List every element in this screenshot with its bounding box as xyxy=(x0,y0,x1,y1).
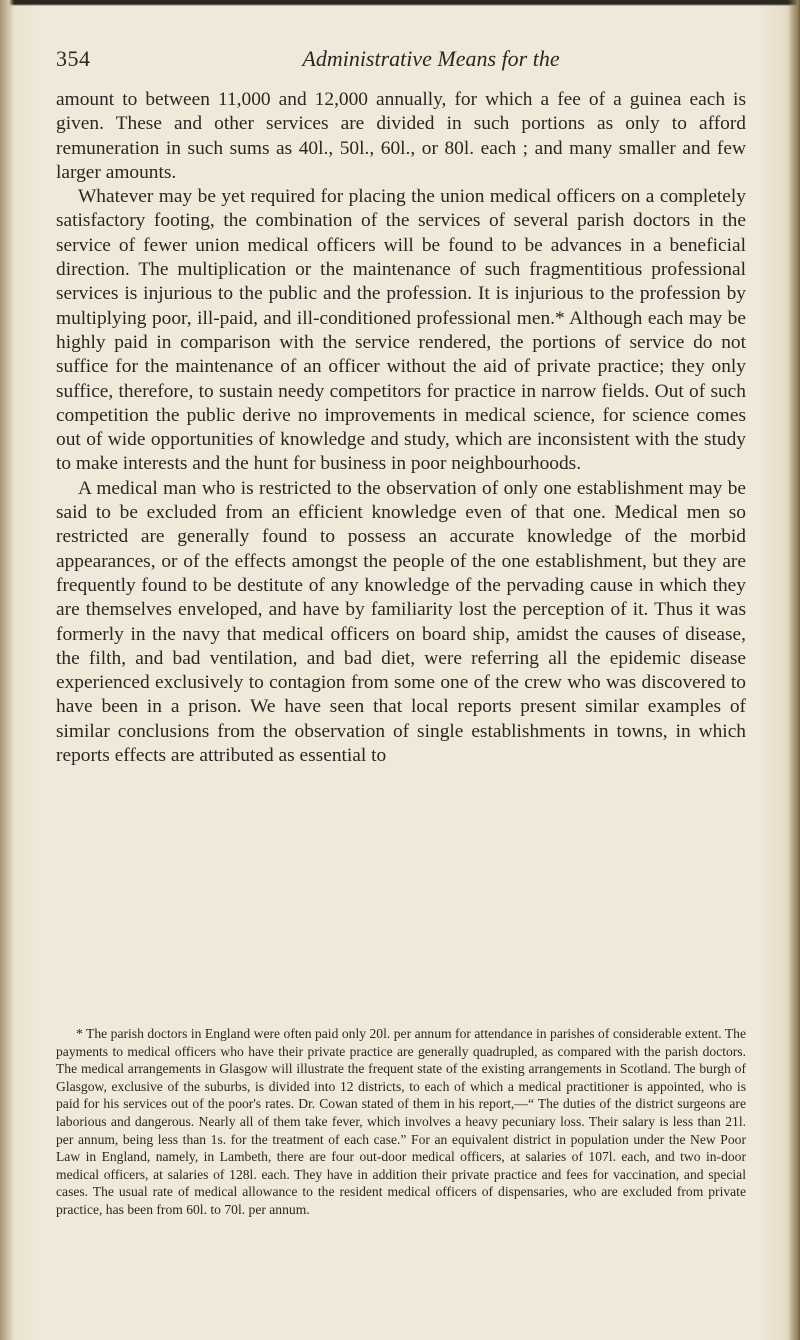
main-text xyxy=(56,88,746,768)
running-title: Administrative Means for the xyxy=(302,46,560,71)
paragraph: Whatever may be yet required for placing the union medical officers on a completely satisfactory footing, the combination of the services of several parish doctors in the service of fewer union medical officers will be found to be advances in a beneficial direction. The multiplication or the maintenance of such fragmentitious professional services is injurious to the public and the profession. It is injurious to the profession by multiplying poor, ill-paid, and ill-conditioned professional men.* Although each may be highly paid in comparison with the service rendered, the portions of service do not suffice for the maintenance of an officer without the aid of private practice; they only suffice, therefore, to sustain needy competitors for practice in narrow fields. Out of such competition the public derive no improvements in medical science, for science comes out of wide opportunities of knowledge and study, which are inconsistent with the study to make interests and the hunt for business in poor neighbourhoods. xyxy=(56,186,746,475)
paragraph: amount to between 11,000 and 12,000 annually, for which a fee of a guinea each is given. These and other services are divided in such portions as only to afford remuneration in such sums as 40l., 50l., 60l., or 80l. each ; and many smaller and few larger amounts. xyxy=(56,89,746,183)
page-right-edge xyxy=(788,0,800,1340)
page-spine-shadow xyxy=(0,0,14,1340)
page-header xyxy=(56,46,746,76)
page-number: 354 xyxy=(56,46,91,71)
top-edge-rule xyxy=(0,0,800,6)
footnote: * The parish doctors in England were often paid only 20l. per annum for attendance in parishes of considerable extent. The payments to medical officers who have their private practice are generally quadrupled, as compared with the parish doctors. The medical arrangements in Glasgow will illustrate the frequent state of the existing arrangements in Scotland. The burgh of Glasgow, exclusive of the suburbs, is divided into 12 districts, to each of which a medical practitioner is appointed, who is paid for his services out of the poor's rates. Dr. Cowan stated of them in his report,—“ The duties of the district surgeons are laborious and dangerous. Nearly all of them take fever, which involves a heavy pecuniary loss. Their salary is less than 21l. per annum, being less than 1s. for the treatment of each case.” For an equivalent district in population under the New Poor Law in England, namely, in Lambeth, there are four out-door medical officers, at salaries of 107l. each, and two in-door medical officers, at salaries of 128l. each. They have in addition their private practice and fees for vaccination, and special cases. The usual rate of medical allowance to the resident medical officers of dispensaries, who are excluded from private practice, has been from 60l. to 70l. per annum. xyxy=(56,1026,746,1217)
paragraph: A medical man who is restricted to the observation of only one establishment may be said to be excluded from an efficient knowledge even of that one. Medical men so restricted are generally found to possess an accurate knowledge of the morbid appearances, or of the effects amongst the people of the one establishment, but they are frequently found to be destitute of any knowledge of the pervading cause in which they are themselves enveloped, and have by familiarity lost the perception of it. Thus it was formerly in the navy that medical officers on board ship, amidst the causes of disease, the filth, and bad ventilation, and bad diet, were referring all the epidemic disease experienced exclusively to contagion from some one of the crew who was discovered to have been in a prison. We have seen that local reports present similar examples of similar conclusions from the observation of single establishments in towns, in which reports effects are attributed as essential to xyxy=(56,477,746,767)
